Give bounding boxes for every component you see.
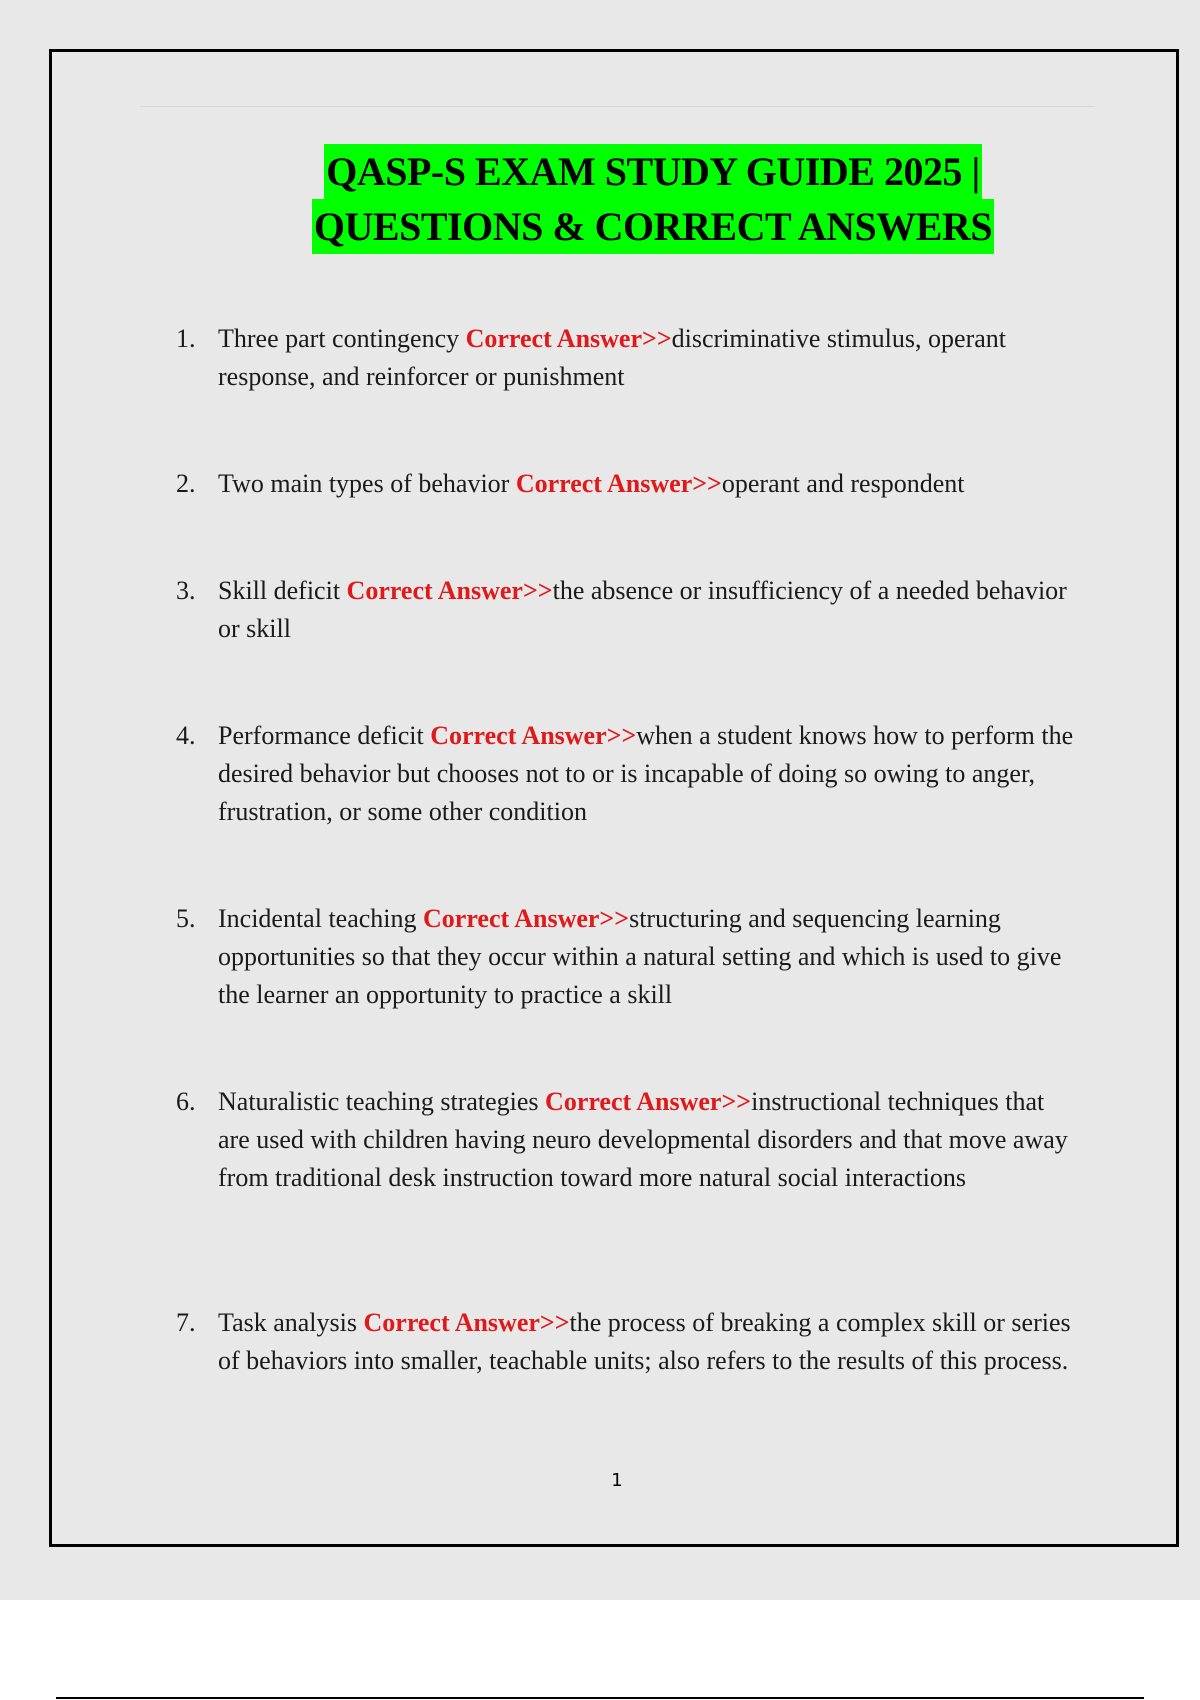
correct-answer-label: Correct Answer>>: [465, 324, 672, 353]
correct-answer-label: Correct Answer>>: [346, 576, 553, 605]
title-line-2: QUESTIONS & CORRECT ANSWERS: [312, 199, 994, 254]
item-number: 6.: [176, 1087, 196, 1116]
correct-answer-label: Correct Answer>>: [545, 1087, 752, 1116]
qa-item-5: [176, 900, 1080, 1014]
item-answer: the process of breaking a complex skill or series of behaviors into smaller, teachable units; also refers to the results of this process.: [218, 1308, 1071, 1375]
item-term: Skill deficit: [218, 576, 347, 605]
qa-item-1: [176, 320, 1080, 396]
item-term: Task analysis: [218, 1308, 364, 1337]
qa-item-4: [176, 717, 1080, 831]
item-number: 7.: [176, 1308, 196, 1337]
item-answer: when a student knows how to perform the desired behavior but chooses not to or is incapable of doing so owing to anger, frustration, or some other condition: [218, 721, 1074, 826]
item-number: 5.: [176, 904, 196, 933]
item-answer: the absence or insufficiency of a needed behavior or skill: [218, 576, 1067, 643]
item-number: 4.: [176, 721, 196, 750]
item-number: 3.: [176, 576, 196, 605]
item-text: [218, 465, 1080, 503]
item-answer: operant and respondent: [721, 469, 965, 498]
correct-answer-label: Correct Answer>>: [423, 904, 630, 933]
item-term: Naturalistic teaching strategies: [218, 1087, 546, 1116]
item-answer: instructional techniques that are used with children having neuro developmental disorders and that move away from traditional desk instruction toward more natural social interactions: [218, 1087, 1068, 1192]
item-answer: structuring and sequencing learning opportunities so that they occur within a natural setting and which is used to give the learner an opportunity to practice a skill: [218, 904, 1062, 1009]
item-text: [218, 320, 1080, 396]
item-term: Performance deficit: [218, 721, 431, 750]
item-term: Three part contingency: [218, 324, 466, 353]
item-number: 2.: [176, 469, 196, 498]
item-text: [218, 1304, 1080, 1380]
correct-answer-label: Correct Answer>>: [363, 1308, 570, 1337]
item-text: [218, 717, 1080, 831]
item-text: [218, 1083, 1080, 1197]
qa-item-6: [176, 1083, 1080, 1197]
item-text: [218, 900, 1080, 1014]
item-term: Incidental teaching: [218, 904, 424, 933]
correct-answer-label: Correct Answer>>: [515, 469, 722, 498]
footer-divider: [56, 1697, 1144, 1699]
item-term: Two main types of behavior: [218, 469, 516, 498]
item-text: [218, 572, 1080, 648]
item-number: 1.: [176, 324, 196, 353]
page-number: 1: [611, 1470, 623, 1491]
qa-item-3: [176, 572, 1080, 648]
qa-item-7: [176, 1304, 1080, 1380]
correct-answer-label: Correct Answer>>: [430, 721, 637, 750]
qa-item-2: [176, 465, 1080, 503]
item-answer: discriminative stimulus, operant response, and reinforcer or punishment: [218, 324, 1006, 391]
title-line-1: QASP-S EXAM STUDY GUIDE 2025 |: [324, 144, 982, 199]
